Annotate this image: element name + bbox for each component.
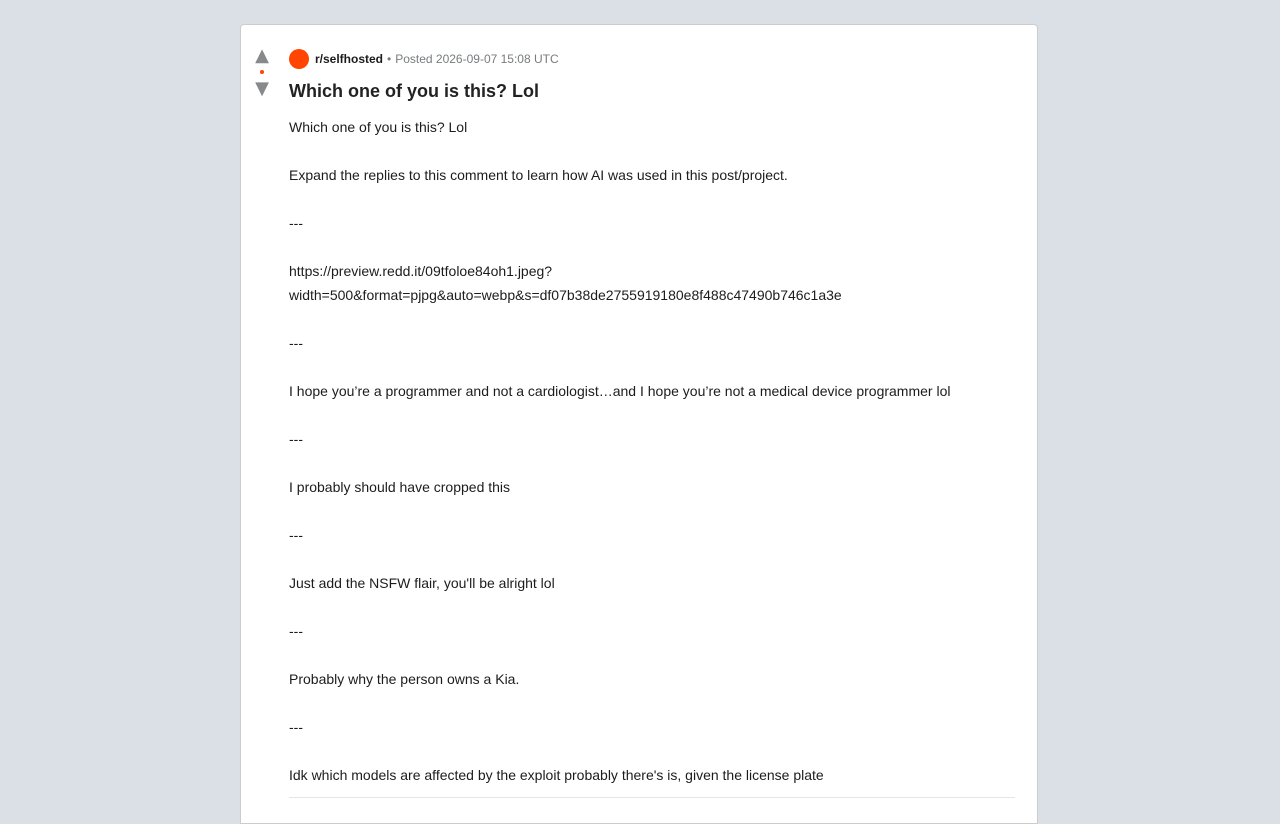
body-paragraph: I probably should have cropped this <box>289 479 511 495</box>
body-separator: --- <box>289 431 303 447</box>
body-image-url <box>289 259 1015 307</box>
upvote-arrow-icon[interactable]: ▲ <box>255 45 269 66</box>
post-content <box>289 48 1015 811</box>
body-paragraph: I hope you’re a programmer and not a cardiologist…and I hope you’re not a medical device programmer lol <box>289 383 951 399</box>
meta-separator: • <box>387 52 392 66</box>
body-url-line: https://preview.redd.it/09tfoloe84oh1.jpeg? <box>289 263 553 279</box>
post-timestamp: Posted 2026-09-07 15:08 UTC <box>395 52 559 66</box>
downvote-arrow-icon[interactable]: ▼ <box>255 78 269 99</box>
body-separator: --- <box>289 719 303 735</box>
body-separator: --- <box>289 335 303 351</box>
post-card <box>240 24 1038 824</box>
post-meta <box>289 48 1015 70</box>
body-separator: --- <box>289 527 303 543</box>
body-paragraph: Which one of you is this? Lol <box>289 119 468 135</box>
body-url-line: width=500&format=pjpg&auto=webp&s=df07b38de2755919180e8f488c47490b746c1a3e <box>289 287 842 303</box>
body-paragraph: Just add the NSFW flair, you'll be alright lol <box>289 575 555 591</box>
body-separator: --- <box>289 623 303 639</box>
post-body <box>289 115 1015 787</box>
subreddit-icon[interactable] <box>289 49 309 69</box>
body-paragraph: Idk which models are affected by the exploit probably there's is, given the license plate <box>289 767 824 783</box>
body-separator: --- <box>289 215 303 231</box>
vote-score-dot <box>260 70 264 74</box>
post-title[interactable]: Which one of you is this? Lol <box>289 81 539 101</box>
post-divider <box>289 797 1015 798</box>
body-paragraph: Probably why the person owns a Kia. <box>289 671 520 687</box>
body-paragraph: Expand the replies to this comment to learn how AI was used in this post/project. <box>289 167 788 183</box>
subreddit-link[interactable]: r/selfhosted <box>315 52 384 66</box>
vote-column <box>251 47 273 98</box>
